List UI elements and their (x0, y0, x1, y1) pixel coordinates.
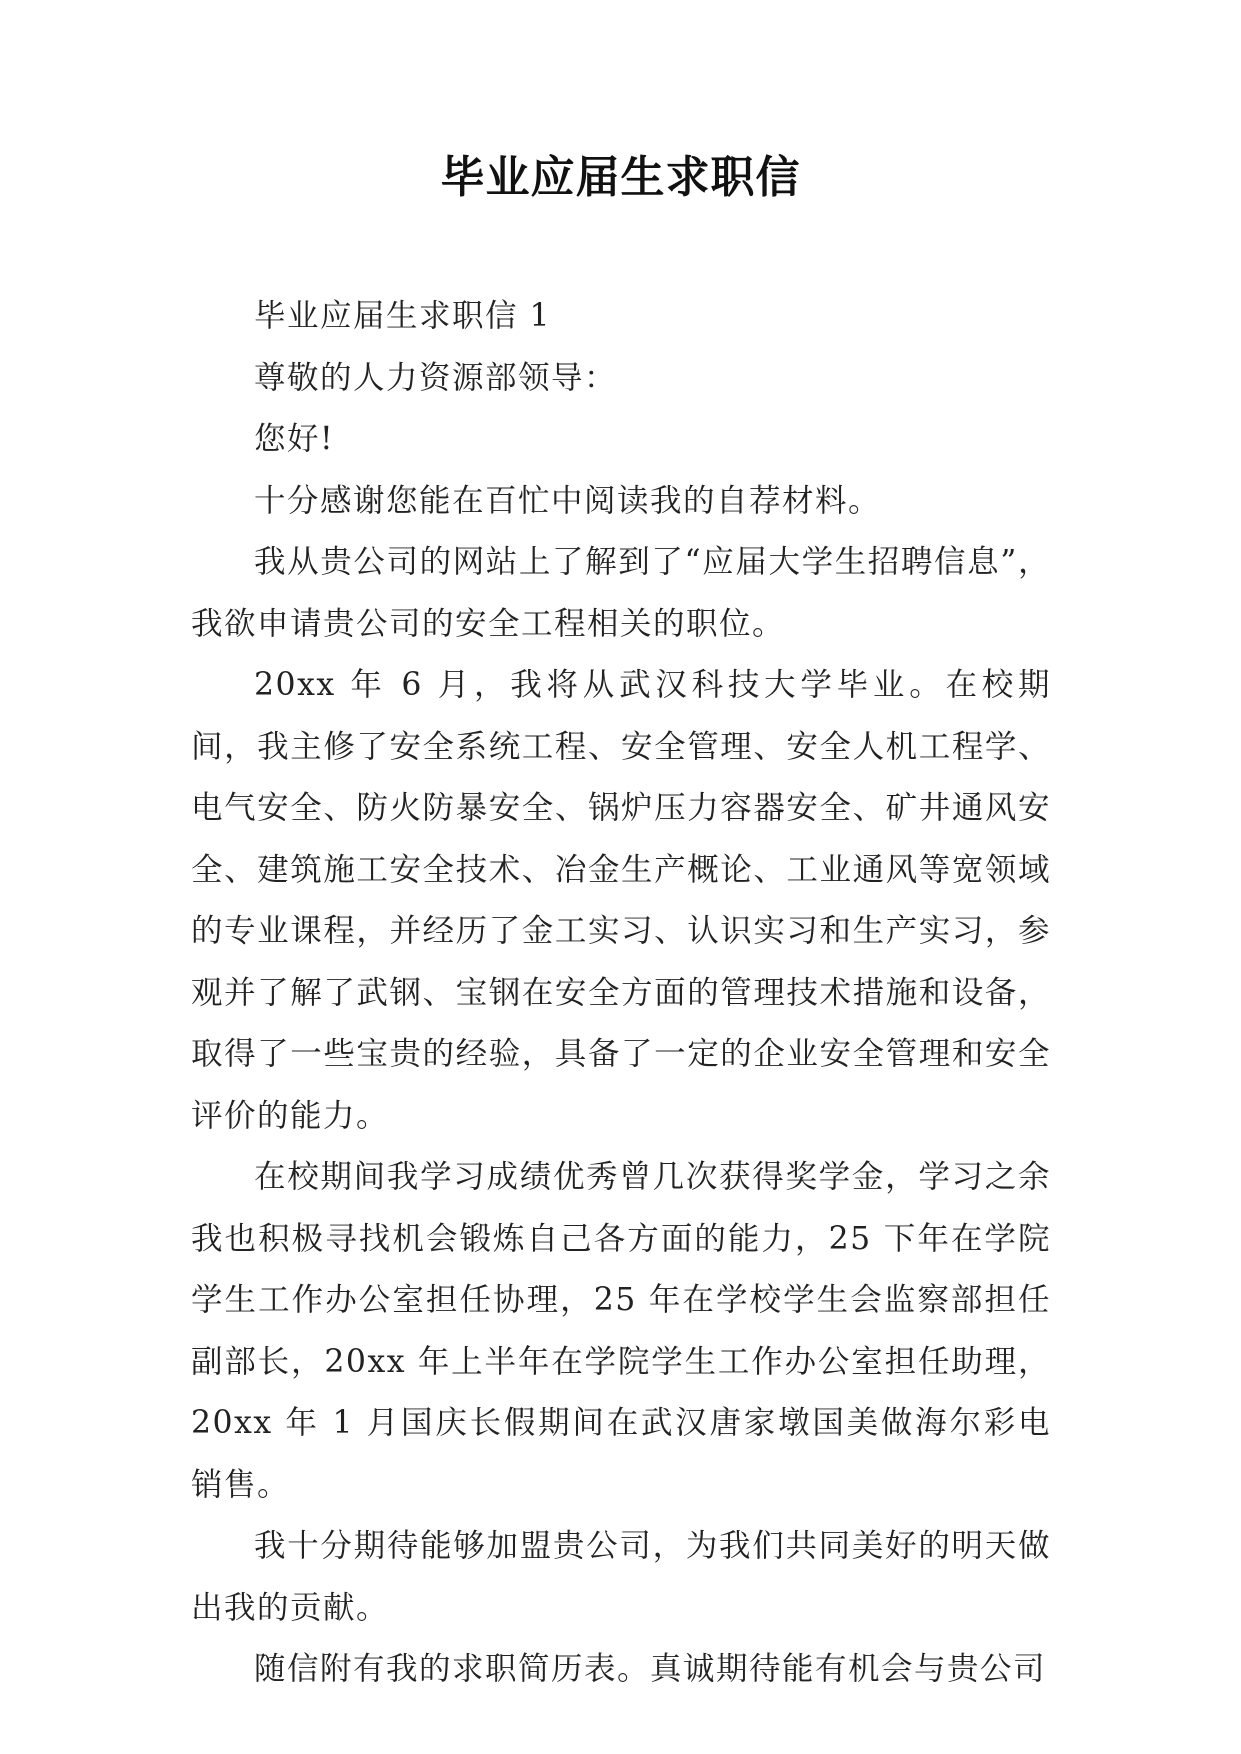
paragraph-salutation: 尊敬的人力资源部领导： (254, 359, 618, 396)
paragraph-expectation: 我十分期待能够加盟贵公司，为我们共同美好的明天做出我的贡献。 (191, 1528, 1051, 1626)
document-title: 毕业应届生求职信 (440, 152, 801, 203)
paragraph-thanks: 十分感谢您能在百忙中阅读我的自荐材料。 (254, 482, 882, 519)
paragraph-letter-heading: 毕业应届生求职信 1 (254, 298, 552, 334)
paragraph-education: 20xx 年 6 月，我将从武汉科技大学毕业。在校期间，我主修了安全系统工程、安全管理、安全人机工程学、电气安全、防火防暴安全、锅炉压力容器安全、矿井通风安全、建筑施工安全技术、冶金生产概论、工业通风等宽领域的专业课程，并经历了金工实习、认识实习和生产实习，参观并了解了武钢、宝钢在安全方面的管理技术措施和设备，取得了一些宝贵的经验，具备了一定的企业安全管理和安全评价的能力。 (191, 667, 1051, 1134)
document-body (191, 286, 1051, 1701)
paragraph-application: 我从贵公司的网站上了解到了“应届大学生招聘信息”，我欲申请贵公司的安全工程相关的职位。 (191, 544, 1051, 642)
paragraph-experience: 在校期间我学习成绩优秀曾几次获得奖学金，学习之余我也积极寻找机会锻炼自己各方面的能力，25 下年在学院学生工作办公室担任协理，25 年在学校学生会监察部担任副部长，20xx 年上半年在学院学生工作办公室担任助理，20xx 年 1 月国庆长假期间在武汉唐家墩国美做海尔彩电销售。 (191, 1159, 1051, 1503)
paragraph-greeting: 您好! (254, 421, 335, 457)
paragraph-attachment: 随信附有我的求职简历表。真诚期待能有机会与贵公司 (254, 1651, 1047, 1687)
